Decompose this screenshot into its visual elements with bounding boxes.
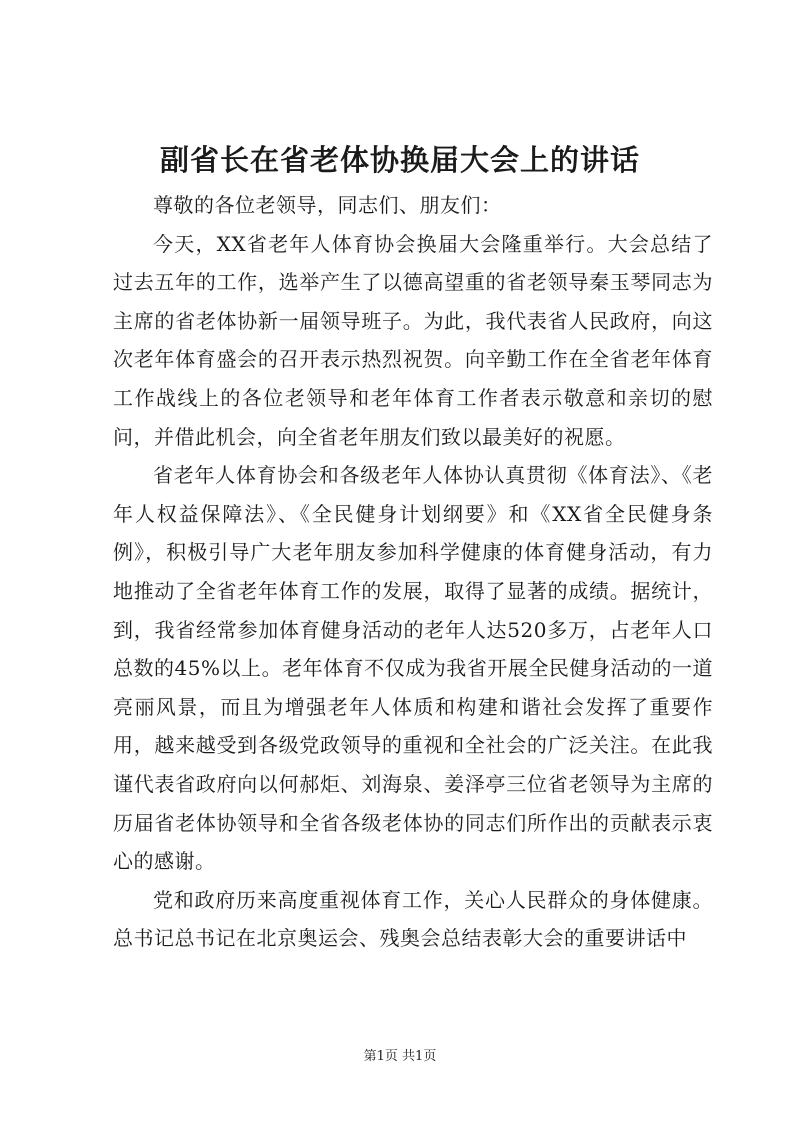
- body-paragraph-2: 省老年人体育协会和各级老年人体协认真贯彻《体育法》、《老年人权益保障法》、《全民健身计划纲要》和《XX省全民健身条例》，积极引导广大老年朋友参加科学健康的体育健身活动，有力地推动了全省老年体育工作的发展，取得了显著的成绩。据统计，到，我省经常参加体育健身活动的老年人达520多万，占老年人口总数的45%以上。老年体育不仅成为我省开展全民健身活动的一道亮丽风景，而且为增强老年人体质和构建和谐社会发挥了重要作用，越来越受到各级党政领导的重视和全社会的广泛关注。在此我谨代表省政府向以何郝炬、刘海泉、姜泽亭三位省老领导为主席的历届省老体协领导和全省各级老体协的同志们所作出的贡献表示衷心的感谢。: [113, 463, 713, 874]
- body-paragraph-1: 今天，XX省老年人体育协会换届大会隆重举行。大会总结了过去五年的工作，选举产生了以德高望重的省老领导秦玉琴同志为主席的省老体协新一届领导班子。为此，我代表省人民政府，向这次老年体育盛会的召开表示热烈祝贺。向辛勤工作在全省老年体育工作战线上的各位老领导和老年体育工作者表示敬意和亲切的慰问，并借此机会，向全省老年朋友们致以最美好的祝愿。: [113, 231, 713, 449]
- document-body: [113, 186, 713, 958]
- salutation-paragraph: 尊敬的各位老领导，同志们、朋友们：: [153, 193, 502, 217]
- page-footer: 第1页 共1页: [363, 1049, 437, 1064]
- body-paragraph-3: 党和政府历来高度重视体育工作，关心人民群众的身体健康。总书记总书记在北京奥运会、残奥会总结表彰大会的重要讲话中: [113, 887, 713, 951]
- document-title: 副省长在省老体协换届大会上的讲话: [159, 143, 640, 177]
